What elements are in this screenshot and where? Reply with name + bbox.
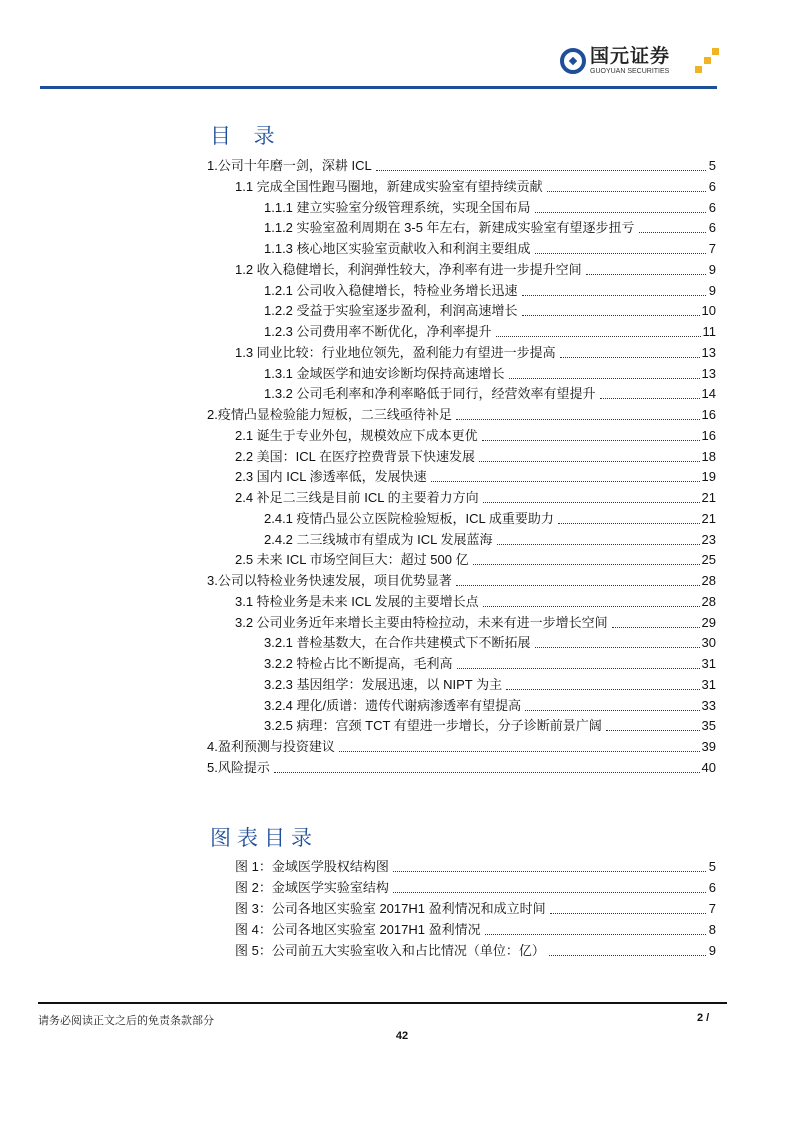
toc-entry[interactable] [235,900,716,918]
logo-english-name: GUOYUAN SECURITIES [590,68,670,75]
toc-entry[interactable] [235,261,716,279]
toc-entry-page: 9 [708,282,716,298]
toc-entry-page: 5 [708,859,716,874]
toc-entry-label: 1.3.1 金域医学和迪安诊断均保持高速增长 [264,365,505,381]
toc-entry-label: 4.盈利预测与投资建议 [207,739,335,754]
dot-leader [393,892,706,893]
toc-entry[interactable] [207,406,716,424]
toc-entry[interactable] [235,448,716,466]
toc-entry-page: 31 [701,676,716,692]
toc-entry[interactable] [235,614,716,632]
dot-leader [506,689,699,690]
toc-entry[interactable] [264,385,716,403]
dot-leader [457,668,700,669]
dot-leader [376,170,706,171]
dot-leader [549,955,706,956]
toc-entry-page: 18 [701,448,716,464]
dot-leader [586,274,706,275]
toc-entry[interactable] [264,531,716,549]
toc-entry-page: 33 [701,697,716,713]
toc-entry-label: 图 3：公司各地区实验室 2017H1 盈利情况和成立时间 [235,901,546,916]
dot-leader [547,191,706,192]
dot-leader [496,336,701,337]
toc-entry[interactable] [235,921,716,939]
toc-entry-label: 1.1.3 核心地区实验室贡献收入和利润主要组成 [264,241,531,256]
toc-entry-page: 13 [701,344,716,360]
dot-leader [485,934,706,935]
figures-toc-title: 图表目录 [210,826,318,850]
dot-leader [535,212,706,213]
toc-entry-page: 10 [701,303,716,319]
toc-entry[interactable] [235,427,716,445]
toc-entry-page: 28 [701,573,716,588]
toc-entry[interactable] [264,302,716,320]
dot-leader [639,232,706,233]
toc-entry-label: 2.2 美国：ICL 在医疗控费背景下快速发展 [235,448,476,464]
toc-entry[interactable] [235,468,716,486]
toc-entry-page: 40 [701,759,716,775]
dot-leader [509,378,700,379]
toc-entry-page: 9 [708,261,716,277]
toc-entry-page: 11 [702,324,716,339]
toc-entry-page: 28 [701,593,716,609]
toc-entry-label: 图 4：公司各地区实验室 2017H1 盈利情况 [235,922,481,937]
toc-entry-label: 2.1 诞生于专业外包，规模效应下成本更优 [235,427,478,443]
toc-entry-label: 2.4.2 二三线城市有望成为 ICL 发展蓝海 [264,531,493,547]
toc-entry-label: 2.4.1 疫情凸显公立医院检验短板，ICL 成重要助力 [264,510,554,526]
toc-entry[interactable] [264,240,716,258]
toc-entry[interactable] [264,365,716,383]
dot-leader [479,461,699,462]
dot-leader [522,315,700,316]
toc-entry[interactable] [235,178,716,196]
dot-leader [525,710,699,711]
dot-leader [393,871,706,872]
toc-entry-page: 7 [708,241,716,256]
toc-entry-label: 3.2 公司业务近年来增长主要由特检拉动，未来有进一步增长空间 [235,614,608,630]
toc-entry[interactable] [235,879,716,897]
toc-entry[interactable] [264,655,716,673]
dot-leader [550,913,706,914]
dot-leader [456,585,700,586]
toc-entry[interactable] [207,759,716,777]
dot-leader [600,398,700,399]
logo-chinese-name: 国元证券 [590,45,671,67]
toc-entry[interactable] [264,199,716,217]
footer-divider [38,1002,727,1004]
toc-entry-page: 19 [701,469,716,485]
toc-entry[interactable] [264,282,716,300]
toc-entry[interactable] [207,738,716,756]
toc-entry-page: 25 [701,552,716,568]
toc-entry-label: 1.1 完成全国性跑马圈地，新建成实验室有望持续贡献 [235,178,543,194]
toc-entry-label: 1.2.3 公司费用率不断优化，净利率提升 [264,324,492,339]
toc-entry[interactable] [235,551,716,569]
footer-page-number: 2 / [697,1012,710,1024]
toc-entry-page: 21 [701,490,716,505]
toc-entry-page: 30 [701,635,716,651]
toc-entry[interactable] [207,572,716,590]
header-divider [40,86,717,89]
logo-emblem-icon [560,48,586,74]
toc-entry-page: 9 [708,943,716,958]
dot-leader [560,357,700,358]
toc-entry-page: 8 [708,922,716,937]
toc-entry-label: 1.1.2 实验室盈利周期在 3-5 年左右，新建成实验室有望逐步扭亏 [264,220,635,236]
dot-leader [522,295,706,296]
toc-entry[interactable] [264,697,716,715]
dot-leader [274,772,700,773]
dot-leader [431,481,700,482]
toc-entry-label: 3.2.2 特检占比不断提高，毛利高 [264,656,453,671]
toc-entry-page: 6 [708,880,716,895]
toc-entry-label: 2.疫情凸显检验能力短板，二三线亟待补足 [207,407,452,422]
dot-leader [535,647,700,648]
toc-entry-label: 图 1：金域医学股权结构图 [235,859,389,874]
toc-entry-page: 31 [701,656,716,671]
toc-entry-page: 23 [701,531,716,547]
dot-leader [558,523,700,524]
logo-square-icon [695,66,702,73]
dot-leader [482,440,700,441]
toc-entry-label: 3.2.4 理化/质谱：遗传代谢病渗透率有望提高 [264,697,522,713]
toc-entry-page: 7 [708,901,716,916]
toc-entry[interactable] [264,676,716,694]
dot-leader [535,253,706,254]
toc-entry[interactable] [235,858,716,876]
dot-leader [606,730,700,731]
toc-entry-label: 2.4 补足二三线是目前 ICL 的主要着力方向 [235,490,479,505]
dot-leader [483,502,700,503]
toc-entry[interactable] [235,593,716,611]
toc-entry-page: 6 [708,220,716,236]
toc-entry-label: 1.2.1 公司收入稳健增长，特检业务增长迅速 [264,282,518,298]
toc-entry[interactable] [235,942,716,960]
toc-entry-label: 1.公司十年磨一剑，深耕 ICL [207,158,372,173]
toc-entry-page: 21 [701,510,716,526]
toc-entry[interactable] [264,634,716,652]
toc-entry-label: 3.公司以特检业务快速发展，项目优势显著 [207,573,452,588]
toc-entry[interactable] [264,219,716,237]
toc-entry-label: 3.2.5 病理：宫颈 TCT 有望进一步增长，分子诊断前景广阔 [264,718,602,734]
toc-entry[interactable] [235,344,716,362]
toc-entry-label: 3.2.3 基因组学：发展迅速，以 NIPT 为主 [264,676,503,692]
toc-entry[interactable] [264,717,716,735]
toc-entry-page: 39 [701,739,716,754]
company-logo [560,44,670,78]
toc-entry-label: 3.1 特检业务是未来 ICL 发展的主要增长点 [235,593,479,609]
dot-leader [612,627,700,628]
toc-entry-label: 1.2 收入稳健增长，利润弹性较大，净利率有进一步提升空间 [235,261,582,277]
toc-entry-label: 图 5：公司前五大实验室收入和占比情况（单位：亿） [235,943,545,958]
toc-entry[interactable] [207,157,716,175]
toc-title: 目 录 [210,124,283,148]
toc-entry-label: 1.1.1 建立实验室分级管理系统，实现全国布局 [264,199,531,215]
footer-disclaimer: 请务必阅读正文之后的免责条款部分 [38,1015,214,1027]
dot-leader [339,751,700,752]
toc-entry-page: 29 [701,614,716,630]
toc-entry-page: 16 [701,427,716,443]
toc-entry-page: 6 [708,178,716,194]
toc-entry-page: 6 [708,199,716,215]
toc-entry-page: 13 [701,365,716,381]
logo-square-icon [712,48,719,55]
dot-leader [473,564,700,565]
toc-entry[interactable] [235,489,716,507]
toc-entry-page: 16 [701,407,716,422]
logo-square-icon [704,57,711,64]
toc-entry-label: 2.3 国内 ICL 渗透率低，发展快速 [235,469,427,485]
toc-entry-label: 1.2.2 受益于实验室逐步盈利，利润高速增长 [264,303,518,319]
toc-entry-page: 5 [708,158,716,173]
toc-entry-label: 3.2.1 普检基数大，在合作共建模式下不断拓展 [264,635,531,651]
toc-entry-page: 14 [701,386,716,402]
dot-leader [483,606,700,607]
dot-leader [497,544,700,545]
toc-entry[interactable] [264,510,716,528]
toc-entry-label: 2.5 未来 ICL 市场空间巨大：超过 500 亿 [235,552,469,568]
toc-entry-page: 35 [701,718,716,734]
toc-entry-label: 5.风险提示 [207,759,270,775]
dot-leader [456,419,700,420]
toc-entry[interactable] [264,323,716,341]
toc-entry-label: 图 2：金域医学实验室结构 [235,880,389,895]
footer-total-pages: 42 [395,1030,409,1042]
toc-entry-label: 1.3.2 公司毛利率和净利率略低于同行，经营效率有望提升 [264,386,596,402]
toc-entry-label: 1.3 同业比较：行业地位领先，盈利能力有望进一步提高 [235,344,556,360]
